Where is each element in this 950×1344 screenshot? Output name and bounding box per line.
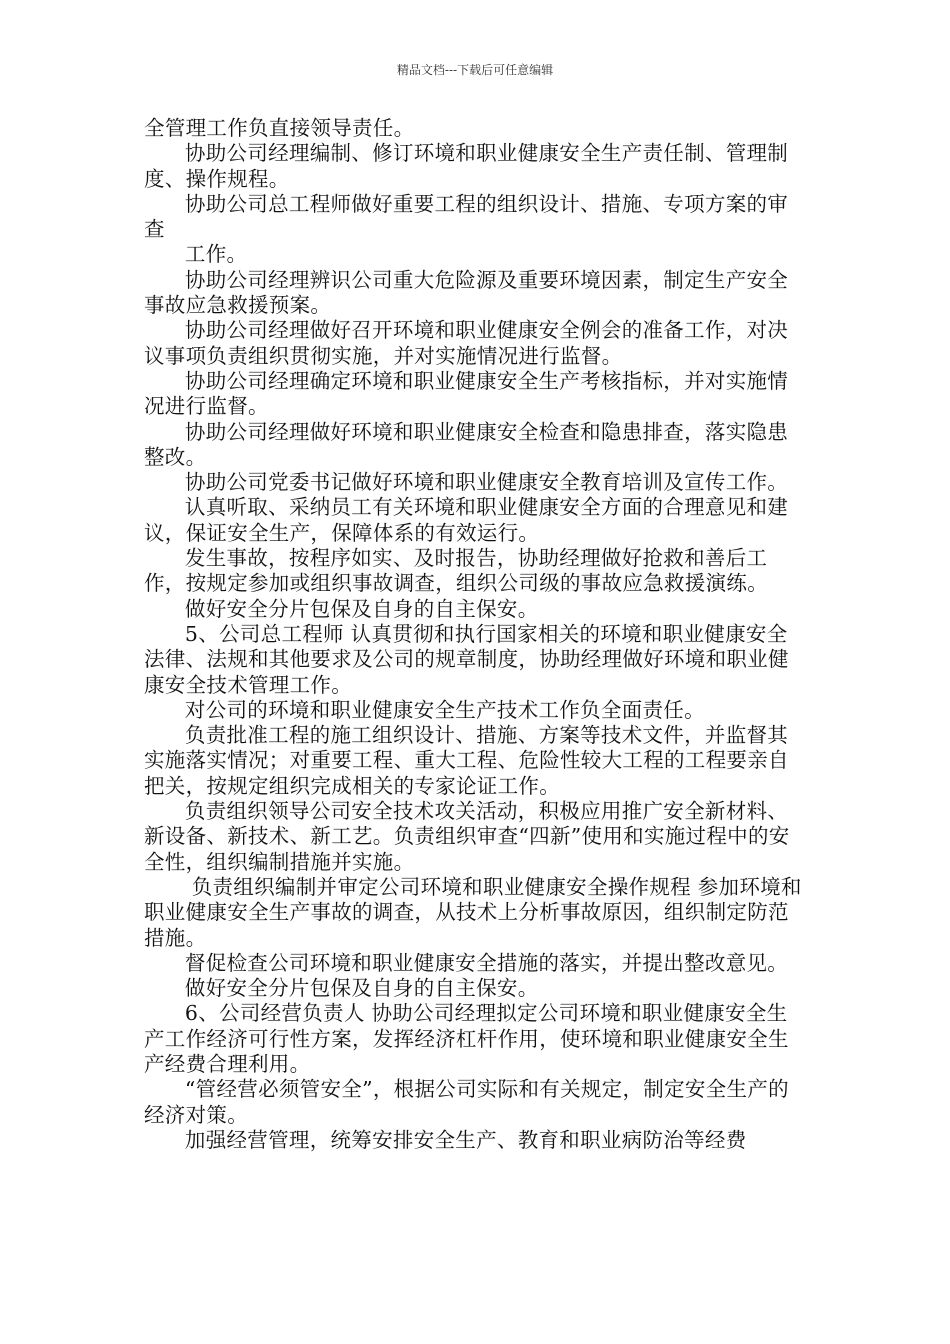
paragraph: 协助公司总工程师做好重要工程的组织设计、措施、专项方案的审查 — [144, 191, 789, 242]
paragraph: 5、公司总工程师 认真贯彻和执行国家相关的环境和职业健康安全法律、法规和其他要求及公司的规章制度，协助经理做好环境和职业健康安全技术管理工作。 — [144, 621, 789, 697]
paragraph: 6、公司经营负责人 协助公司经理拟定公司环境和职业健康安全生产工作经济可行性方案，发挥经济杠杆作用，使环境和职业健康安全生产经费合理利用。 — [144, 1001, 789, 1076]
paragraph: 协助公司经理辨识公司重大危险源及重要环境因素，制定生产安全事故应急救援预案。 — [144, 267, 789, 318]
paragraph: 督促检查公司环境和职业健康安全措施的落实，并提出整改意见。 — [144, 950, 789, 975]
paragraph: 负责组织领导公司安全技术攻关活动，积极应用推广安全新材料、新设备、新技术、新工艺。负责组织审查“四新”使用和实施过程中的安全性，组织编制措施并实施。 — [144, 799, 790, 874]
paragraph: 发生事故，按程序如实、及时报告，协助经理做好抢救和善后工作，按规定参加或组织事故调查，组织公司级的事故应急救援演练。 — [144, 546, 768, 596]
paragraph: 做好安全分片包保及自身的自主保安。 — [144, 596, 539, 621]
paragraph: 负责批准工程的施工组织设计、措施、方案等技术文件，并监督其实施落实情况；对重要工程、重大工程、危险性较大工程的工程要亲自把关，按规定组织完成相关的专家论证工作。 — [144, 723, 789, 798]
document-body — [144, 116, 806, 1153]
page-header: 精品文档---下载后可任意编辑 — [396, 63, 554, 77]
paragraph: 协助公司经理做好召开环境和职业健康安全例会的准备工作，对决议事项负责组织贯彻实施，并对实施情况进行监督。 — [144, 318, 789, 368]
paragraph: 协助公司经理编制、修订环境和职业健康安全生产责任制、管理制度、操作规程。 — [144, 141, 789, 191]
paragraph: 加强经营管理，统筹安排安全生产、教育和职业病防治等经费 — [144, 1127, 747, 1152]
paragraph: 协助公司经理做好环境和职业健康安全检查和隐患排查，落实隐患整改。 — [144, 419, 789, 469]
paragraph: 协助公司党委书记做好环境和职业健康安全教育培训及宣传工作。 — [144, 470, 789, 495]
paragraph: 工作。 — [144, 242, 248, 267]
paragraph: 对公司的环境和职业健康安全生产技术工作负全面责任。 — [144, 697, 705, 722]
paragraph: 协助公司经理确定环境和职业健康安全生产考核指标，并对实施情况进行监督。 — [144, 368, 789, 419]
paragraph: 做好安全分片包保及自身的自主保安。 — [144, 976, 539, 1001]
paragraph: “管经营必须管安全”，根据公司实际和有关规定，制定安全生产的经济对策。 — [144, 1077, 789, 1127]
paragraph: 认真听取、采纳员工有关环境和职业健康安全方面的合理意见和建议，保证安全生产，保障体系的有效运行。 — [144, 495, 789, 545]
paragraph: 负责组织编制并审定公司环境和职业健康安全操作规程 参加环境和职业健康安全生产事故的调查，从技术上分析事故原因，组织制定防范措施。 — [144, 874, 802, 950]
paragraph: 全管理工作负直接领导责任。 — [144, 116, 415, 140]
